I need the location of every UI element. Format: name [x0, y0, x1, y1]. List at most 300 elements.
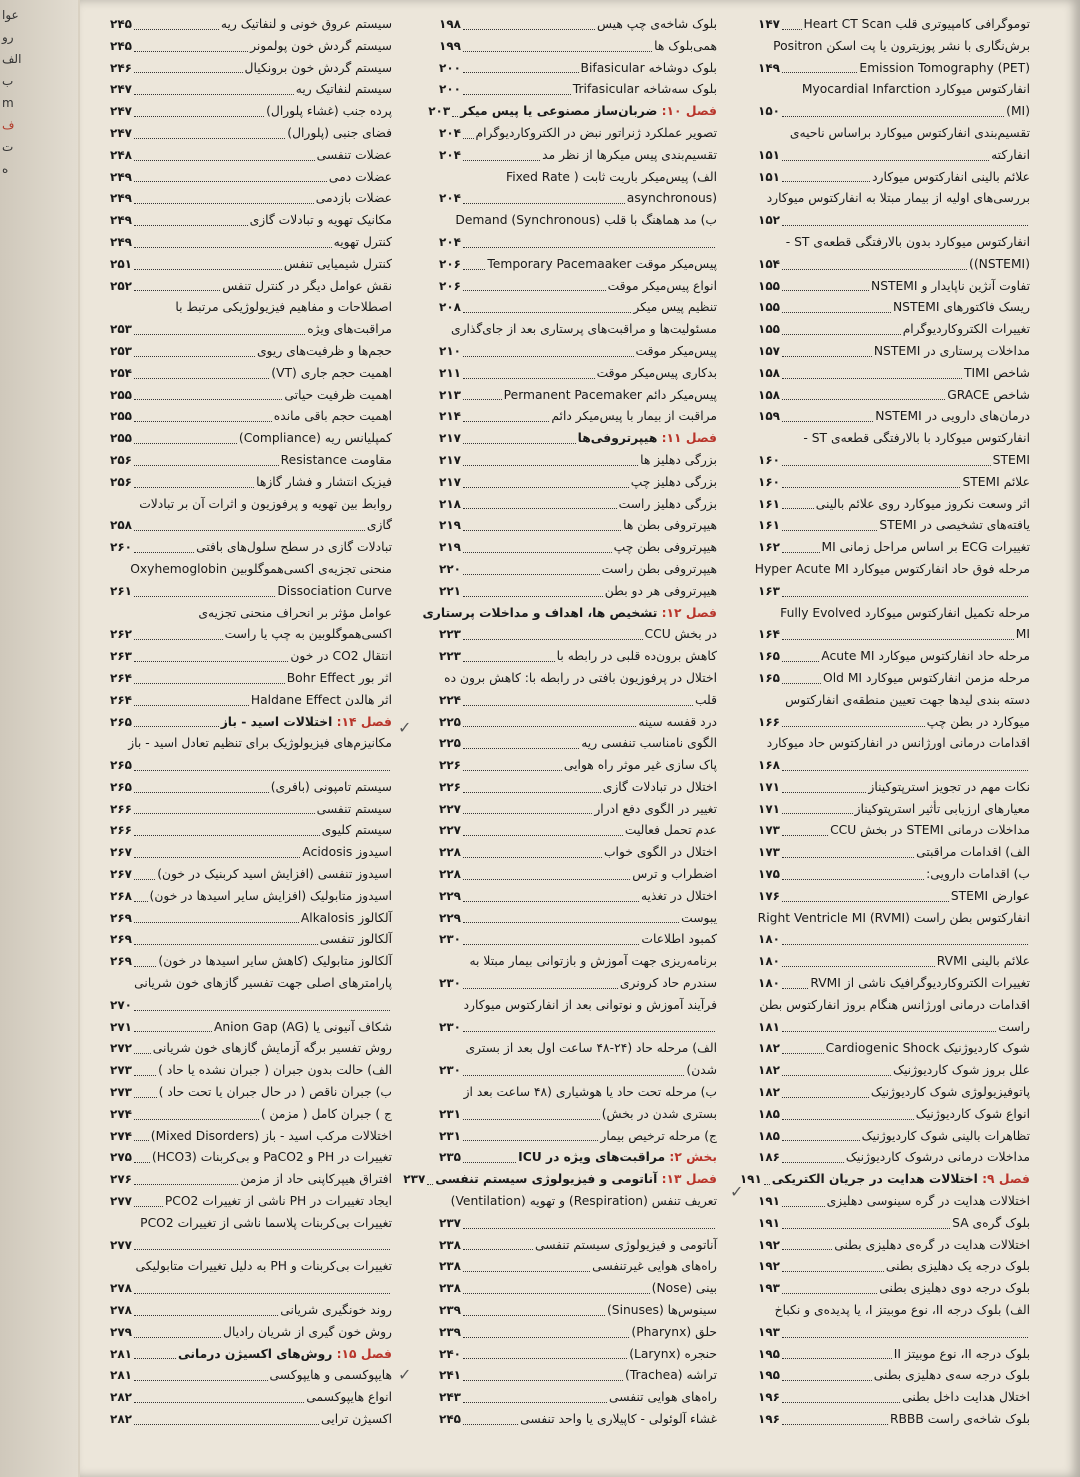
toc-entry-title: انفارکتوس میوکارد بدون بالارفتگی قطعه‌ی ST -: [785, 234, 1030, 249]
toc-entry-title: بلوک گره‌ی SA: [952, 1215, 1030, 1230]
toc-entry: [758, 385, 1030, 407]
page-number: ۲۶۸: [110, 888, 132, 903]
toc-entry-title: الف) حالت بدون جبران ( جبران نشده یا حاد ): [158, 1063, 392, 1078]
toc-entry-title: بلوک سه‌شاخه Trifasicular: [572, 82, 717, 97]
page-number: ۱۶۵: [758, 649, 780, 664]
toc-entry: [758, 820, 1030, 842]
dot-leader: [134, 1293, 390, 1294]
page-number: ۲۵۸: [110, 518, 132, 533]
page-number: ۱۵۸: [758, 365, 780, 380]
toc-entry-title: تغییرات بی‌کربنات پلاسما ناشی از تغییرات PCO2: [140, 1215, 392, 1230]
page-number: ۲۴۵: [110, 38, 132, 53]
page-number: ۱۹۲: [758, 1237, 780, 1252]
page-number: ۲۷۳: [110, 1085, 132, 1100]
toc-entry-title: نکات مهم در تجویز استرپتوکیناز: [868, 779, 1030, 794]
dot-leader: [782, 181, 870, 182]
page-number: ۲۴۰: [439, 1346, 461, 1361]
dot-leader: [134, 1184, 238, 1185]
toc-entry-title: [518, 1147, 717, 1169]
dot-leader: [134, 421, 272, 422]
dot-leader: [463, 857, 602, 858]
toc-entry: [439, 690, 717, 712]
dot-leader: [463, 51, 652, 52]
toc-entry-title: عضلات بازدمی: [315, 191, 392, 206]
toc-entry-title: روش تفسیر برگه آزمایش گازهای خون شریانی: [152, 1041, 392, 1056]
toc-entry-title: شکاف آنیونی یا (AG) Anion Gap: [213, 1019, 392, 1034]
toc-entry: [439, 799, 717, 821]
dot-leader: [782, 116, 1004, 117]
page-number: ۲۲۸: [439, 845, 461, 860]
toc-entry-title: منحنی تجزیه‌ی اکسی‌هموگلوبین Oxyhemoglobin: [130, 561, 392, 576]
page-number: ۱۷۶: [758, 888, 780, 903]
dot-leader: [463, 1380, 623, 1381]
page-number: ۲۶۰: [110, 540, 132, 555]
page-number: ۲۱۴: [439, 409, 461, 424]
toc-entry-title: STEMI: [992, 452, 1030, 467]
toc-entry: [439, 1278, 717, 1300]
toc-entry: [110, 799, 392, 821]
toc-entry: [758, 14, 1030, 36]
toc-entry: [758, 1104, 1030, 1126]
toc-entry-title: [460, 101, 717, 123]
page-number: ۲۴۵: [110, 17, 132, 31]
toc-entry: [439, 36, 717, 58]
page-number: ۲۴۸: [110, 147, 132, 162]
toc-entry-title: یافته‌های تشخیصی در STEMI: [879, 518, 1030, 533]
toc-entry: [110, 36, 392, 58]
page-number: ۲۸۲: [110, 1412, 132, 1426]
chapter-number: بخش ۲:: [669, 1150, 717, 1165]
page-number: ۱۵۲: [758, 213, 780, 228]
dot-leader: [782, 770, 1028, 771]
toc-entry-title: یبوست: [681, 910, 717, 925]
toc-entry: [110, 864, 392, 886]
toc-entry: [110, 1387, 392, 1409]
toc-entry-title: برش‌نگاری با نشر پوزیترون یا پت اسکن Positron: [773, 38, 1030, 53]
page-number: ۱۷۳: [758, 845, 780, 860]
toc-entry-title: هیپرتروفی بطن چپ: [613, 540, 717, 555]
dot-leader: [134, 160, 315, 161]
dot-leader: [463, 1315, 605, 1316]
page-number: ۱۹۶: [758, 1390, 780, 1405]
dot-leader: [463, 705, 693, 706]
page-number: ۲۴۵: [439, 1412, 461, 1426]
toc-entry-title: راه‌های هوایی غیرتنفسی: [592, 1259, 717, 1274]
page-number: ۲۳۸: [439, 1237, 461, 1252]
toc-entry: [439, 515, 717, 537]
page-number: ۲۷۶: [110, 1172, 132, 1187]
page-number: ۲۵۵: [110, 409, 132, 424]
toc-entry-title: سندرم حاد کرونری: [619, 976, 717, 991]
page-number: ۱۸۶: [758, 1150, 780, 1165]
page-number: ۱۹۳: [758, 1324, 780, 1339]
dot-leader: [134, 51, 248, 52]
toc-entry-title: در بخش CCU: [644, 627, 717, 642]
toc-entry-title: مراقبت از بیمار با پیس‌میکر دائم: [551, 409, 717, 424]
toc-entry: [758, 842, 1030, 864]
dot-leader: [463, 160, 540, 161]
page-number: ۲۲۷: [439, 801, 461, 816]
toc-entry-title: اهمیت ظرفیت حیاتی: [284, 387, 392, 402]
dot-leader: [782, 1228, 950, 1229]
toc-entry: [110, 14, 392, 36]
toc-column-left: [110, 14, 392, 1431]
toc-entry: [110, 319, 392, 341]
toc-entry-title: هیپرتروفی هر دو بطن: [604, 583, 717, 598]
toc-entry: [110, 603, 392, 625]
page-number: ۱۹۶: [758, 1412, 780, 1426]
toc-entry-title: مرحله مزمن انفارکتوس میوکارد Old MI: [823, 670, 1030, 685]
dot-leader: [134, 94, 294, 95]
page-number: ۱۵۷: [758, 343, 780, 358]
toc-entry-title: معیارهای ارزیابی تأثیر استرپتوکیناز: [854, 801, 1030, 816]
page-number: ۱۹۹: [439, 38, 461, 53]
page-number: ۱۵۵: [758, 278, 780, 293]
dot-leader: [134, 922, 299, 923]
page-number: ۱۷۱: [758, 801, 780, 816]
toc-entry-title: (asynchronous: [626, 191, 717, 206]
toc-entry: [110, 842, 392, 864]
toc-entry-title: روش خون گیری از شریان رادیال: [223, 1324, 392, 1339]
toc-entry: [758, 537, 1030, 559]
dot-leader: [134, 1053, 151, 1054]
dot-leader: [782, 1075, 891, 1076]
toc-entry-title: تصویر عملکرد ژنراتور نبض در الکتروکاردیوگرام: [475, 125, 717, 140]
dot-leader: [134, 1337, 221, 1338]
toc-entry: [758, 624, 1030, 646]
dot-leader: [463, 661, 555, 662]
page-number: ۲۱۸: [439, 496, 461, 511]
toc-entry: [110, 951, 392, 973]
toc-entry-title: تعریف تنفس (Respiration) و تهویه (Ventilation): [450, 1194, 717, 1209]
dot-leader: [134, 378, 269, 379]
toc-entry: [439, 254, 717, 276]
page-number: ۱۷۵: [758, 867, 780, 882]
toc-entry-title: مرحله فوق حاد انفارکتوس میوکارد Hyper Acute MI: [754, 561, 1030, 576]
toc-entry: [439, 777, 717, 799]
toc-column-middle: [403, 14, 717, 1431]
toc-entry: [758, 864, 1030, 886]
page-number: ۲۰۴: [439, 191, 461, 206]
toc-entry-title: شاخص TIMI: [963, 365, 1030, 380]
dot-leader: [134, 639, 223, 640]
toc-entry-title: انفارکتوس میوکارد Myocardial Infarction: [801, 82, 1030, 97]
dot-leader: [782, 988, 808, 989]
dot-leader: [782, 1097, 869, 1098]
chapter-title: تشخیص ها، اهداف و مداخلات پرستاری: [422, 605, 662, 620]
toc-entry: [439, 668, 717, 690]
toc-entry-title: دسته بندی لیدها جهت تعیین منطقه‌ی انفارکتوس: [785, 692, 1030, 707]
toc-entry: [110, 145, 392, 167]
dot-leader: [782, 399, 945, 400]
toc-entry-title: بلوک درجه دوی دهلیزی بطنی: [879, 1281, 1030, 1296]
dot-leader: [134, 1119, 259, 1120]
page-number: ۲۳۷: [439, 1215, 461, 1230]
toc-entry: [439, 341, 717, 363]
toc-entry: [758, 515, 1030, 537]
chapter-number: فصل ۱۰:: [661, 104, 717, 119]
page-number: ۲۶۹: [110, 932, 132, 947]
dot-leader: [134, 1315, 278, 1316]
dot-leader: [463, 508, 617, 509]
toc-entry: [439, 58, 717, 80]
chapter-title: هیپرتروفی‌ها: [577, 431, 662, 446]
previous-page-fragment: ت: [2, 140, 14, 154]
page-number: ۲۵۶: [110, 474, 132, 489]
dot-leader: [463, 443, 576, 444]
dot-leader: [782, 726, 925, 727]
toc-entry-title: راست: [998, 1019, 1030, 1034]
toc-entry: [439, 951, 717, 973]
toc-entry: [110, 1126, 392, 1148]
toc-entry-title: فیزیک انتشار و فشار گازها: [256, 474, 392, 489]
page-number: ۲۱۰: [439, 343, 461, 358]
page-number: ۲۶۷: [110, 867, 132, 882]
toc-entry-title: پیس‌میکر موقت: [635, 343, 717, 358]
dot-leader: [134, 334, 305, 335]
toc-entry-title: عوامل مؤثر بر انحراف منحنی تجزیه‌ی: [198, 605, 392, 620]
chapter-title: مراقبت‌های ویژه در ICU: [518, 1150, 670, 1165]
dot-leader: [134, 857, 300, 858]
toc-entry: [758, 973, 1030, 995]
dot-leader: [134, 399, 282, 400]
toc-entry-title: تراشه (Trachea): [625, 1368, 717, 1383]
dot-leader: [782, 72, 857, 73]
toc-entry-title: فضای جنبی (پلورال): [287, 125, 392, 140]
toc-entry: [439, 755, 717, 777]
toc-entry: [439, 820, 717, 842]
toc-entry-title: سیستم عروق خونی و لنفاتیک ریه: [220, 17, 392, 31]
toc-entry: [758, 145, 1030, 167]
toc-entry-title: اختلال در الگوی خواب: [603, 845, 717, 860]
dot-leader: [134, 683, 285, 684]
dot-leader: [134, 770, 390, 771]
toc-entry: [110, 886, 392, 908]
page-number: ۱۸۰: [758, 954, 780, 969]
toc-entry: [110, 341, 392, 363]
dot-leader: [463, 203, 625, 204]
dot-leader: [463, 726, 636, 727]
page-number: ۲۴۷: [110, 82, 132, 97]
toc-entry: [110, 515, 392, 537]
toc-entry-title: تغییرات الکتروکاردیوگرام: [902, 322, 1030, 337]
dot-leader: [134, 1075, 156, 1076]
dot-leader: [134, 596, 275, 597]
toc-entry: [758, 58, 1030, 80]
page-number: ۱۹۱: [739, 1172, 762, 1187]
toc-entry-title: (MI): [1006, 104, 1030, 119]
toc-entry-title: سیستم لنفاتیک ریه: [295, 82, 392, 97]
toc-entry: [110, 1322, 392, 1344]
dot-leader: [134, 813, 315, 814]
page-number: ۲۶۵: [110, 714, 132, 729]
dot-leader: [782, 552, 820, 553]
toc-entry-title: اسیدوز متابولیک (افزایش سایر اسیدها در خون): [149, 888, 392, 903]
dot-leader: [134, 443, 237, 444]
page-number: ۱۵۹: [758, 409, 780, 424]
page-number: ۱۶۰: [758, 474, 780, 489]
dot-leader: [463, 312, 631, 313]
dot-leader: [782, 792, 866, 793]
toc-entry: [758, 581, 1030, 603]
dot-leader: [463, 378, 595, 379]
toc-entry: [758, 1322, 1030, 1344]
dot-leader: [782, 813, 853, 814]
page-number: ۲۳۱: [439, 1128, 461, 1143]
toc-entry: [439, 297, 717, 319]
toc-entry: [758, 494, 1030, 516]
dot-leader: [463, 574, 600, 575]
dot-leader: [463, 1031, 715, 1032]
dot-leader: [134, 72, 243, 73]
dot-leader: [463, 1358, 627, 1359]
page-number: ۲۷۲: [110, 1041, 132, 1056]
page-number: ۲۶۵: [110, 758, 132, 773]
toc-entry: [758, 1387, 1030, 1409]
toc-entry-title: (PET) Emission Tomography: [859, 60, 1030, 75]
page-number: ۲۰۳: [428, 104, 451, 119]
toc-entry-title: عدم تحمل فعالیت: [624, 823, 717, 838]
dot-leader: [463, 922, 679, 923]
page-number: ۱۸۲: [758, 1063, 780, 1078]
toc-entry: [110, 1256, 392, 1278]
toc-entry: [758, 254, 1030, 276]
page-number: ۱۷۱: [758, 779, 780, 794]
toc-entry: [439, 406, 717, 428]
toc-entry-title: بلوک دوشاخه Bifasicular: [580, 60, 717, 75]
toc-entry: [758, 712, 1030, 734]
page-number: ۱۵۱: [758, 147, 780, 162]
toc-entry-title: مداخلات درمانی درشوک کاردیوژنیک: [845, 1150, 1030, 1165]
toc-entry: [439, 1344, 717, 1366]
previous-page-fragment: ب: [2, 74, 14, 88]
chapter-title: اختلالات هدایت در جریان الکتریکی: [771, 1172, 983, 1187]
toc-entry-title: مکانیک تهویه و تبادلات گازی: [249, 213, 392, 228]
toc-entry: [110, 777, 392, 799]
dot-leader: [134, 1424, 319, 1425]
toc-entry-title: بزرگی دهلیز راست: [618, 496, 717, 511]
toc-entry: [110, 1213, 392, 1235]
toc-entry-title: سیستم تنفسی: [316, 801, 392, 816]
toc-entry-title: اکسیژن ترایی: [321, 1412, 392, 1426]
toc-entry: [110, 1278, 392, 1300]
toc-entry-title: [772, 1169, 1030, 1191]
page-number: ۱۵۵: [758, 300, 780, 315]
toc-entry-title: تفاوت آنژین ناپایدار و NSTEMI: [871, 278, 1030, 293]
toc-entry: [110, 668, 392, 690]
page-number: ۲۲۴: [439, 692, 461, 707]
toc-entry: [758, 1344, 1030, 1366]
dot-leader: [134, 530, 365, 531]
dot-leader: [463, 465, 638, 466]
page-number: ۲۲۷: [439, 823, 461, 838]
page-number: ۲۳۰: [439, 1063, 461, 1078]
previous-page-fragment: ه: [2, 162, 9, 176]
page-number: ۲۱۳: [439, 387, 461, 402]
toc-entry-title: اثر بور Bohr Effect: [286, 670, 392, 685]
chapter-title: اختلالات اسید - باز: [220, 714, 337, 729]
toc-entry-title: پارامترهای اصلی جهت تفسیر گازهای خون شریانی: [134, 976, 392, 991]
dot-leader: [463, 29, 595, 30]
toc-entry-title: ایجاد تغییرات در PH ناشی از تغییرات PCO2: [164, 1194, 392, 1209]
page-number: ۲۲۳: [439, 627, 461, 642]
toc-entry-title: کمپلیانس ریه (Compliance): [238, 431, 392, 446]
toc-entry-title: اکسی‌هموگلوبین به چپ یا راست: [224, 627, 392, 642]
previous-page-fragment: m: [2, 96, 14, 110]
toc-entry: [758, 1017, 1030, 1039]
toc-entry-title: بستری شدن در بخش): [601, 1106, 717, 1121]
toc-entry: [439, 1300, 717, 1322]
toc-entry: [110, 581, 392, 603]
dot-leader: [463, 1140, 598, 1141]
toc-entry: [110, 929, 392, 951]
toc-entry: [110, 690, 392, 712]
toc-entry-title: [221, 712, 392, 734]
page-number: ۲۴۷: [110, 125, 132, 140]
toc-entry-title: [435, 1169, 717, 1191]
dot-leader: [782, 596, 1028, 597]
dot-leader: [782, 879, 924, 880]
dot-leader: [782, 683, 821, 684]
page-number: ۲۰۴: [439, 234, 461, 249]
toc-entry: [758, 886, 1030, 908]
toc-entry-title: اهمیت حجم باقی مانده: [273, 409, 392, 424]
page-number: ۲۲۶: [439, 758, 461, 773]
toc-chapter-entry: [439, 1147, 717, 1169]
dot-leader: [134, 225, 248, 226]
toc-entry-title: مرحله تکمیل انفارکتوس میوکارد Fully Evolved: [780, 605, 1030, 620]
toc-entry: [110, 1082, 392, 1104]
toc-entry: [110, 1038, 392, 1060]
toc-entry: [758, 1278, 1030, 1300]
toc-entry-title: سیستم گردش خون برونکیال: [244, 60, 392, 75]
toc-entry: [758, 777, 1030, 799]
page-number: ۲۱۷: [439, 431, 461, 446]
toc-entry: [758, 341, 1030, 363]
dot-leader: [782, 312, 891, 313]
toc-entry: [758, 1147, 1030, 1169]
chapter-number: فصل ۱۲:: [661, 605, 717, 620]
dot-leader: [782, 378, 962, 379]
toc-entry-title: تغییرات بی‌کربنات و PH به دلیل تغییرات متابولیکی: [135, 1259, 392, 1274]
page-number: ۱۶۲: [758, 540, 780, 555]
toc-entry-title: اثر وسعت نکروز میوکارد روی علائم بالینی: [815, 496, 1030, 511]
toc-entry: [110, 406, 392, 428]
toc-entry: [758, 1235, 1030, 1257]
toc-entry: [439, 1126, 717, 1148]
dot-leader: [463, 247, 715, 248]
toc-entry: [758, 210, 1030, 232]
page-number: ۲۴۶: [110, 60, 132, 75]
page-number: ۲۳۱: [439, 1106, 461, 1121]
toc-entry: [758, 1038, 1030, 1060]
toc-entry-title: کاهش برون‌ده قلبی در رابطه با: [556, 649, 717, 664]
page-number: ۱۶۱: [758, 496, 780, 511]
toc-entry: [110, 1409, 392, 1431]
dot-leader: [463, 1249, 533, 1250]
dot-leader: [134, 552, 194, 553]
toc-entry: [758, 297, 1030, 319]
toc-entry: [439, 1060, 717, 1082]
toc-entry: [758, 603, 1030, 625]
toc-entry: [758, 1256, 1030, 1278]
dot-leader: [134, 29, 219, 30]
dot-leader: [782, 966, 935, 967]
toc-entry-title: تغییرات در PH و PaCO2 و بی‌کربنات (HCO3): [151, 1150, 392, 1165]
dot-leader: [782, 835, 828, 836]
dot-leader: [463, 1228, 715, 1229]
page-number: ۲۲۹: [439, 910, 461, 925]
